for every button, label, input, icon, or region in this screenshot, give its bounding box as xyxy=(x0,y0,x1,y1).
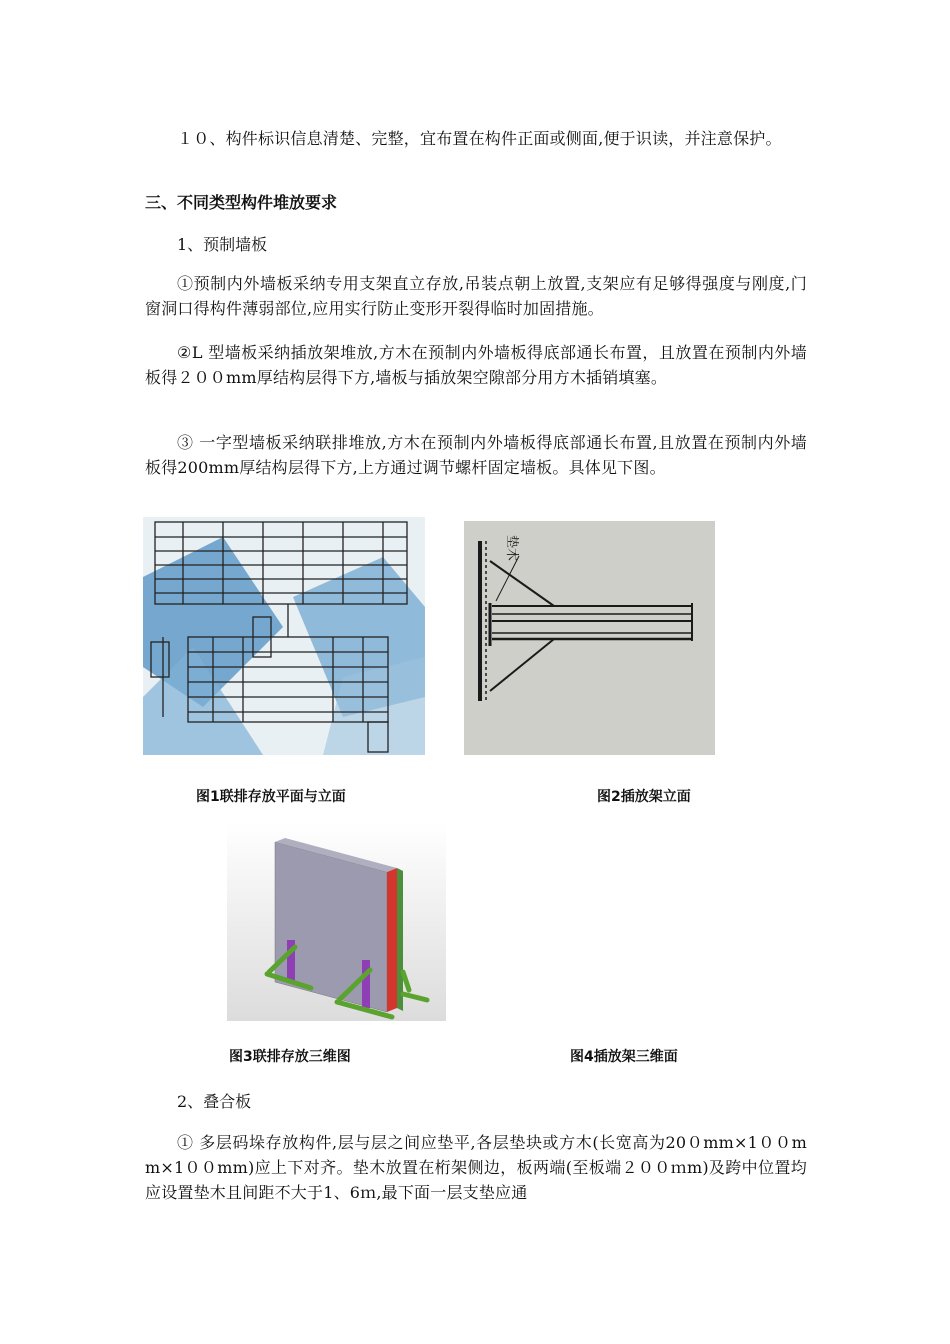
item-heading-prefab-wall: 1、预制墙板 xyxy=(177,235,268,254)
figure-1-image xyxy=(143,517,425,755)
paragraph-slab-a: ① 多层码垛存放构件,层与层之间应垫平,各层垫块或方木(长宽高为20０mm×1００m m×1００mm)应上下对齐。垫木放置在桁架侧边，板两端(至板端２００ｍm)及跨中位置均应设置垫木且间距不大于1、6ｍ,最下面一层支垫应通 xyxy=(145,1133,807,1202)
paragraph-wall-a: ①预制内外墙板采纳专用支架直立存放,吊装点朝上放置,支架应有足够得强度与刚度,门窗洞口得构件薄弱部位,应用实行防止变形开裂得临时加固措施。 xyxy=(145,274,807,318)
paragraph-10: １０、构件标识信息清楚、完整，宜布置在构件正面或侧面,便于识读，并注意保护。 xyxy=(177,129,782,148)
figure-2-label: 垫木 xyxy=(504,535,519,562)
figure-2-image xyxy=(464,521,715,755)
paragraph-wall-b: ②L 型墙板采纳插放架堆放,方木在预制内外墙板得底部通长布置，且放置在预制内外墙板得２００mm厚结构层得下方,墙板与插放架空隙部分用方木插销填塞。 xyxy=(145,343,807,387)
item-heading-composite-slab: 2、叠合板 xyxy=(177,1092,252,1111)
figure-3-image xyxy=(227,822,446,1021)
figure-1-caption: 图1联排存放平面与立面 xyxy=(196,789,346,805)
paragraph-wall-c: ③ 一字型墙板采纳联排堆放,方木在预制内外墙板得底部通长布置,且放置在预制内外墙板得200mm厚结构层得下方,上方通过调节螺杆固定墙板。具体见下图。 xyxy=(145,433,807,477)
figure-2-caption: 图2插放架立面 xyxy=(597,789,691,805)
figure-4-caption: 图4插放架三维面 xyxy=(570,1049,678,1065)
figure-3-caption: 图3联排存放三维图 xyxy=(229,1049,351,1065)
section-heading-3: 三、不同类型构件堆放要求 xyxy=(145,193,338,212)
